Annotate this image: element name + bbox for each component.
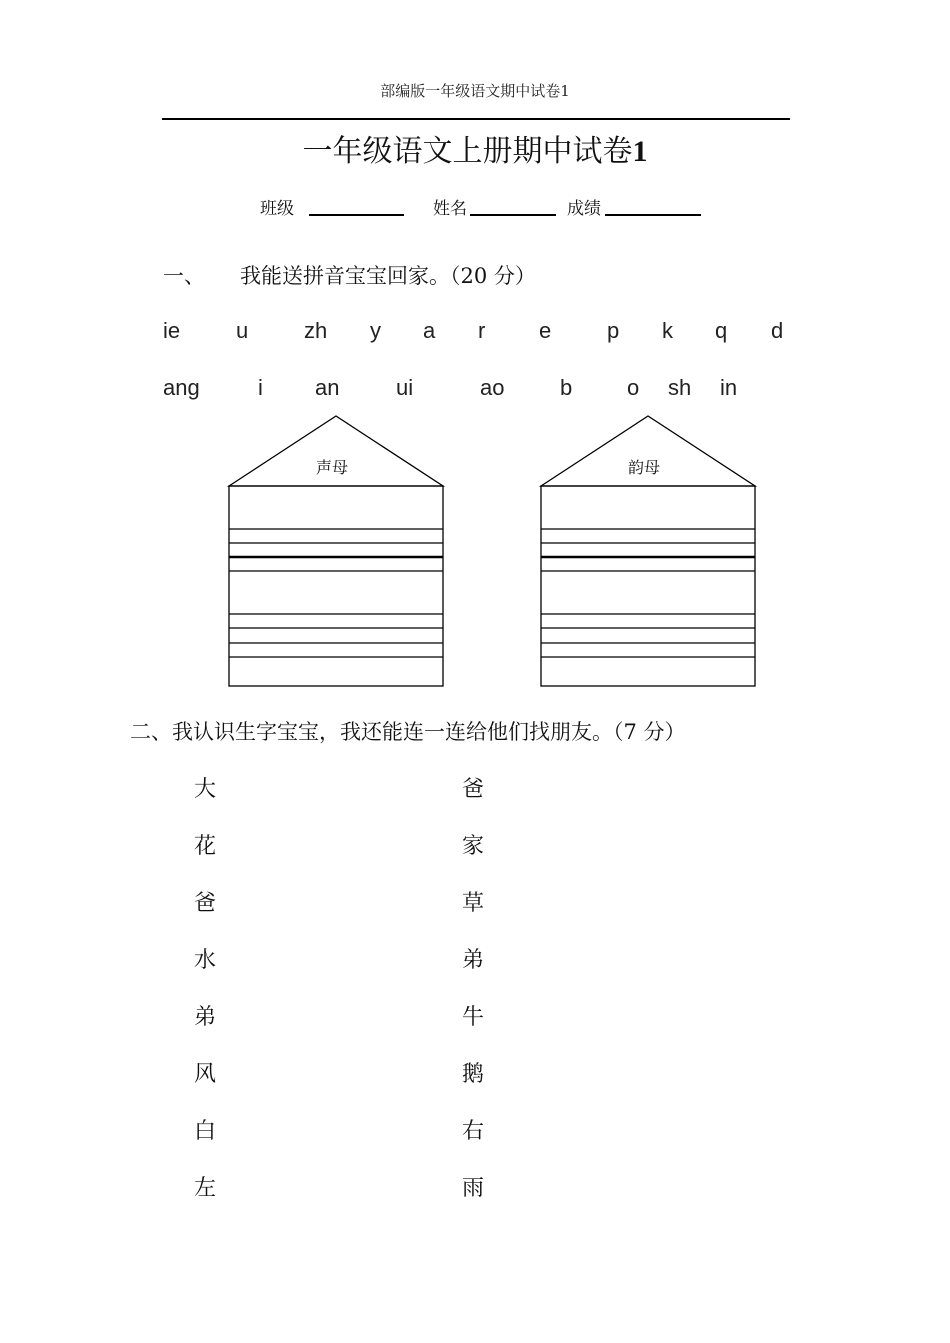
right-char[interactable]: 鹅 — [462, 1062, 485, 1087]
title-number: 1 — [632, 135, 648, 168]
class-label: 班级 — [260, 199, 294, 219]
left-char[interactable]: 白 — [194, 1119, 217, 1144]
left-char[interactable]: 风 — [194, 1062, 217, 1087]
right-char[interactable]: 右 — [462, 1119, 485, 1144]
pinyin-item: i — [258, 375, 263, 400]
pinyin-item: y — [370, 318, 381, 343]
right-char[interactable]: 爸 — [462, 777, 485, 802]
pinyin-item: b — [560, 375, 573, 400]
right-char[interactable]: 牛 — [462, 1005, 485, 1030]
score-label: 成绩 — [567, 199, 601, 219]
pinyin-item: ui — [396, 375, 414, 400]
pinyin-item: a — [423, 318, 436, 343]
shengmu-body — [229, 486, 443, 686]
pinyin-item: ie — [163, 318, 181, 343]
section1-number: 一、 — [163, 264, 205, 288]
pinyin-item: q — [715, 318, 728, 343]
page-header: 部编版一年级语文期中试卷1 — [380, 82, 570, 100]
pinyin-item: ao — [480, 375, 505, 400]
right-char[interactable]: 弟 — [462, 948, 485, 973]
pinyin-item: u — [236, 318, 249, 343]
pinyin-item: e — [539, 318, 552, 343]
yunmu-roof-label: 韵母 — [628, 458, 661, 477]
pinyin-item: d — [771, 318, 784, 343]
section2-heading: 二、我认识生字宝宝，我还能连一连给他们找朋友。（7 分） — [130, 720, 686, 744]
pinyin-item: in — [720, 375, 738, 400]
right-char[interactable]: 家 — [462, 834, 485, 859]
left-char[interactable]: 花 — [194, 834, 217, 859]
pinyin-item: sh — [668, 375, 692, 400]
left-char[interactable]: 水 — [194, 948, 217, 973]
yunmu-body — [541, 486, 755, 686]
left-char[interactable]: 弟 — [194, 1005, 217, 1030]
pinyin-item: an — [315, 375, 340, 400]
title-text: 一年级语文上册期中试卷 — [302, 134, 633, 169]
name-label: 姓名 — [433, 199, 467, 219]
shengmu-roof-label: 声母 — [316, 458, 349, 477]
left-char[interactable]: 大 — [194, 777, 217, 802]
pinyin-item: k — [662, 318, 673, 343]
left-char[interactable]: 左 — [194, 1176, 217, 1201]
right-char[interactable]: 草 — [462, 891, 485, 916]
section1-heading: 我能送拼音宝宝回家。（20 分） — [240, 264, 536, 288]
left-char[interactable]: 爸 — [194, 891, 217, 916]
pinyin-item: ang — [163, 375, 200, 400]
pinyin-item: zh — [304, 318, 328, 343]
pinyin-item: o — [627, 375, 640, 400]
pinyin-item: r — [478, 318, 486, 343]
pinyin-item: p — [607, 318, 620, 343]
right-char[interactable]: 雨 — [462, 1176, 485, 1201]
